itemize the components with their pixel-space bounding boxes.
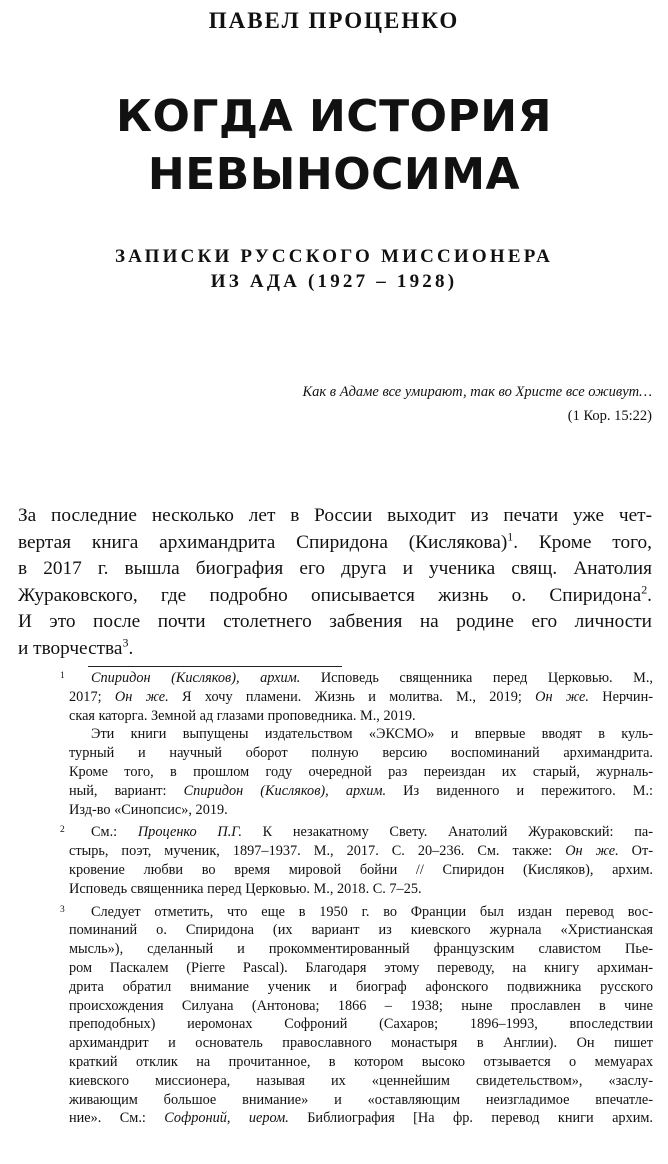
footnote-text: Изд-во «Синопсис», 2019. — [69, 801, 228, 818]
author-name: ПАВЕЛ ПРОЦЕНКО — [208, 8, 460, 33]
epigraph-source: (1 Кор. 15:22) — [567, 408, 652, 424]
footnote-text: Библиография [На фр. перевод книги архим. — [288, 1110, 653, 1127]
footnote-2 — [0, 823, 668, 898]
book-title-line-2: НЕВЫНОСИМА — [147, 149, 521, 200]
footnote-ref[interactable]: 1 — [507, 529, 514, 544]
footnote-text: киевского миссионера, называя их «ценнейшим свидетельством», «заслу- — [69, 1072, 653, 1089]
footnote-text: турный и научный оборот полную версию воспоминаний архимандрита. — [69, 745, 653, 762]
footnote-line — [69, 669, 653, 688]
footnote-line — [69, 940, 653, 959]
body-line — [18, 583, 652, 610]
footnote-text: Следует отметить, что еще в 1950 г. во Франции был издан перевод вос- — [91, 903, 653, 920]
footnote-text: происхождения Силуана (Антонова; 1866 – 1938; ныне прославлен в чине — [69, 997, 653, 1014]
footnote-text: ская каторга. Земной ад глазами проповедника. М., 2019. — [69, 707, 416, 724]
footnote-line — [69, 880, 653, 899]
footnote-text: ние». См.: — [69, 1110, 165, 1127]
footnote-number: 2 — [60, 825, 65, 836]
book-subtitle — [0, 244, 668, 294]
footnote-line — [69, 823, 653, 842]
footnote-text: ром Паскалем (Pierre Pascal). Благодаря этому переводу, на книгу архиман- — [69, 959, 653, 976]
body-text: и творчества — [18, 637, 123, 659]
footnote-text: Кроме того, в прошлом году очередной раз переиздан их старый, журналь- — [69, 763, 653, 780]
footnote-line — [69, 861, 653, 880]
footnote-line — [69, 1072, 653, 1091]
book-subtitle-line-1: ЗАПИСКИ РУССКОГО МИССИОНЕРА — [114, 246, 554, 267]
footnote-text: живающим большое внимание» и «оставляющим неизгладимое впечатле- — [69, 1091, 653, 1108]
footnote-text: ный, вариант: — [69, 782, 184, 799]
footnote-text: К незакатному Свету. Анатолий Жураковский: па- — [241, 824, 653, 841]
footnote-text: поминаний о. Спиридона (их вариант из киевского журнала «Христианская — [69, 922, 653, 939]
footnote-italic: Спиридон (Кисляков), архим. — [91, 670, 301, 686]
body-text: в 2017 г. вышла биография его друга и ученика свящ. Анатолия — [18, 558, 652, 579]
body-text: Жураковского, где подробно описывается жизнь о. Спиридона — [18, 584, 642, 606]
footnote-text: От- — [618, 843, 653, 860]
footnote-line — [69, 744, 653, 763]
body-text: И это после почти столетнего забвения на родине его личности — [18, 611, 652, 632]
footnote-text: кровение любви во время мировой бойни // Спиридон (Кисляков), архим. — [69, 861, 653, 878]
footnote-line — [69, 707, 653, 726]
body-line — [18, 609, 652, 636]
footnote-line — [69, 801, 653, 820]
footnote-text: преподобных) иеромонах Софроний (Сахаров; 1896–1993, впоследствии — [69, 1016, 653, 1033]
footnote-line — [69, 763, 653, 782]
book-title-line-1: КОГДА ИСТОРИЯ — [116, 91, 552, 142]
footnote-line — [69, 1015, 653, 1034]
body-text: За последние несколько лет в России выходит из печати уже чет- — [18, 505, 652, 526]
footnote-italic: Он же. — [565, 843, 619, 860]
body-text: . — [647, 584, 652, 606]
footnote-line — [69, 978, 653, 997]
footnote-number: 3 — [60, 904, 65, 915]
footnote-ref[interactable]: 3 — [122, 635, 129, 650]
footnote-italic: Спиридон (Кисляков), архим. — [183, 782, 387, 799]
footnote-italic: Он же. — [535, 688, 589, 705]
footnote-text: Эти книги выпущены издательством «ЭКСМО» и впервые вводят в куль- — [91, 726, 653, 743]
footnote-italic: Проценко П.Г. — [137, 824, 242, 841]
footnote-line — [69, 1109, 653, 1128]
footnote-line — [69, 688, 653, 707]
footnote-text: краткий отклик на прочитанное, в котором высоко отзывается о мемуарах — [69, 1053, 653, 1070]
book-title — [0, 88, 668, 204]
body-text: . Кроме того, — [513, 531, 652, 553]
body-paragraph — [18, 503, 652, 662]
footnote-line — [69, 842, 653, 861]
body-line — [18, 503, 652, 530]
footnote-text: 2017; — [69, 688, 115, 705]
body-line — [18, 530, 652, 557]
epigraph-quote: Как в Адаме все умирают, так во Христе все оживут… — [302, 384, 652, 400]
footnote-body — [69, 823, 653, 898]
footnote-text: Исповедь священника перед Церковью. М., 2018. С. 7–25. — [69, 880, 422, 897]
epigraph — [303, 380, 653, 428]
footnote-3 — [0, 903, 668, 1129]
footnote-line — [69, 921, 653, 940]
footnote-italic: Софроний, иером. — [164, 1110, 289, 1127]
footnote-text: мысль»), сделанный и прокомментированный французским славистом Пье- — [69, 941, 653, 958]
body-line — [18, 636, 652, 663]
footnote-line — [69, 1091, 653, 1110]
footnote-divider — [88, 666, 342, 667]
footnote-ref[interactable]: 2 — [641, 582, 648, 597]
footnote-1 — [0, 669, 668, 819]
footnote-text: Исповедь священника перед Церковью. М., — [300, 670, 653, 686]
footnote-italic: Он же. — [114, 688, 169, 705]
footnote-line — [69, 997, 653, 1016]
footnote-number: 1 — [60, 671, 65, 681]
footnote-text: стырь, поэт, мученик, 1897–1937. М., 2017. С. 20–236. См. также: — [69, 843, 566, 860]
footnote-line — [69, 1034, 653, 1053]
footnote-text: Из виденного и пережитого. М.: — [386, 782, 653, 799]
footnote-line — [69, 959, 653, 978]
body-line — [18, 556, 652, 583]
footnote-text: архимандрит и основатель православного монастыря в Англии). Он пишет — [69, 1035, 653, 1052]
footnotes — [0, 669, 668, 1132]
footnote-text: Я хочу пламени. Жизнь и молитва. М., 2019; — [168, 688, 536, 705]
footnote-body — [69, 669, 653, 819]
body-text: . — [128, 637, 134, 659]
footnote-line — [69, 725, 653, 744]
footnote-line — [69, 1053, 653, 1072]
footnote-text: См.: — [91, 824, 138, 841]
footnote-line — [69, 782, 653, 801]
body-text: вертая книга архимандрита Спиридона (Кислякова) — [18, 531, 508, 553]
footnote-line — [69, 903, 653, 922]
footnote-text: дрита обратил внимание ученик и биограф афонского подвижника русского — [69, 978, 653, 995]
book-subtitle-line-2: ИЗ АДА (1927 – 1928) — [210, 271, 458, 292]
footnote-text: Нерчин- — [588, 688, 653, 705]
footnote-body — [69, 903, 653, 1129]
